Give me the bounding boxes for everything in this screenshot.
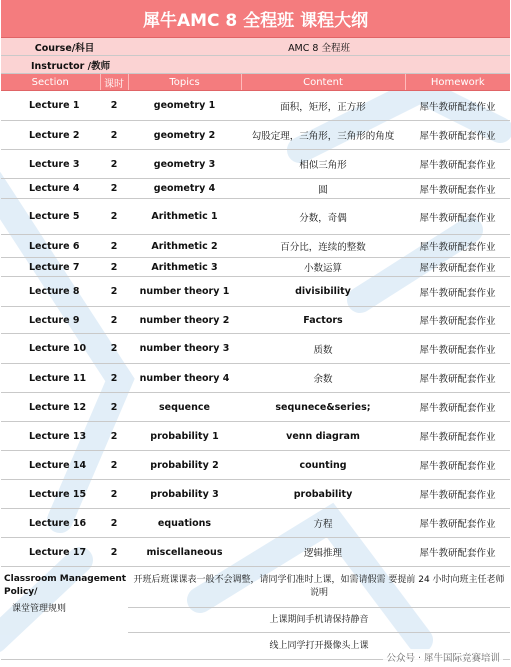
policy-label-en: Classroom Management Policy/	[4, 574, 127, 597]
lecture-topic: geometry 2	[128, 121, 241, 150]
title-row	[1, 0, 510, 38]
instructor-row	[1, 56, 510, 74]
lecture-homework: 犀牛教研配套作业	[405, 307, 510, 334]
lecture-hours: 2	[100, 307, 128, 334]
lecture-homework: 犀牛教研配套作业	[405, 199, 510, 235]
course-label: Course/科目	[1, 38, 128, 56]
lecture-topic: Arithmetic 3	[128, 258, 241, 277]
lecture-homework: 犀牛教研配套作业	[405, 91, 510, 121]
lecture-section: Lecture 17	[1, 538, 100, 567]
lecture-content: 小数运算	[241, 258, 405, 277]
lecture-homework: 犀牛教研配套作业	[405, 150, 510, 179]
lecture-topic: probability 2	[128, 451, 241, 480]
header-row	[1, 74, 510, 91]
instructor-label: Instructor /教师	[1, 56, 128, 74]
lecture-homework: 犀牛教研配套作业	[405, 480, 510, 509]
page-title: 犀牛AMC 8 全程班 课程大纲	[1, 0, 510, 38]
table-row	[1, 91, 510, 121]
table-row	[1, 393, 510, 422]
lecture-section: Lecture 12	[1, 393, 100, 422]
header-topics: Topics	[128, 74, 241, 91]
lecture-topic: number theory 3	[128, 334, 241, 364]
lecture-content: Factors	[241, 307, 405, 334]
lecture-section: Lecture 14	[1, 451, 100, 480]
lecture-homework: 犀牛教研配套作业	[405, 258, 510, 277]
table-row	[1, 509, 510, 538]
lecture-section: Lecture 1	[1, 91, 100, 121]
course-row	[1, 38, 510, 56]
lecture-topic: geometry 4	[128, 179, 241, 199]
lecture-content: probability	[241, 480, 405, 509]
lecture-topic: probability 3	[128, 480, 241, 509]
lecture-hours: 2	[100, 480, 128, 509]
lecture-section: Lecture 6	[1, 235, 100, 258]
lecture-section: Lecture 16	[1, 509, 100, 538]
lecture-section: Lecture 3	[1, 150, 100, 179]
lecture-hours: 2	[100, 235, 128, 258]
lecture-homework: 犀牛教研配套作业	[405, 277, 510, 307]
lecture-content: 方程	[241, 509, 405, 538]
table-row	[1, 480, 510, 509]
lecture-hours: 2	[100, 334, 128, 364]
lecture-homework: 犀牛教研配套作业	[405, 235, 510, 258]
table-row	[1, 277, 510, 307]
lecture-topic: Arithmetic 1	[128, 199, 241, 235]
lecture-hours: 2	[100, 91, 128, 121]
table-row	[1, 199, 510, 235]
lecture-section: Lecture 2	[1, 121, 100, 150]
header-section: Section	[1, 74, 100, 91]
lecture-homework: 犀牛教研配套作业	[405, 393, 510, 422]
lecture-homework: 犀牛教研配套作业	[405, 538, 510, 567]
lecture-section: Lecture 5	[1, 199, 100, 235]
course-value: AMC 8 全程班	[128, 38, 510, 56]
lecture-hours: 2	[100, 393, 128, 422]
table-row	[1, 422, 510, 451]
lecture-content: 圆	[241, 179, 405, 199]
table-row	[1, 258, 510, 277]
lecture-topic: geometry 1	[128, 91, 241, 121]
lecture-topic: geometry 3	[128, 150, 241, 179]
policy-label-cn: 课堂管理规则	[12, 604, 67, 614]
lecture-section: Lecture 13	[1, 422, 100, 451]
table-row	[1, 334, 510, 364]
lecture-hours: 2	[100, 121, 128, 150]
lecture-homework: 犀牛教研配套作业	[405, 179, 510, 199]
lecture-content: counting	[241, 451, 405, 480]
header-content: Content	[241, 74, 405, 91]
syllabus-table	[1, 0, 510, 660]
policy-item: 开班后班课课表一般不会调整，请同学们准时上课，如需请假需 要提前 24 小时向班主任老师说明	[128, 567, 510, 608]
policy-row	[1, 567, 510, 608]
policy-item: 线上同学打开摄像头上课	[128, 633, 510, 660]
lecture-homework: 犀牛教研配套作业	[405, 451, 510, 480]
lecture-section: Lecture 11	[1, 364, 100, 393]
lecture-content: 相似三角形	[241, 150, 405, 179]
table-row	[1, 121, 510, 150]
lecture-hours: 2	[100, 179, 128, 199]
lecture-hours: 2	[100, 422, 128, 451]
lecture-content: 面积，矩形，正方形	[241, 91, 405, 121]
lecture-homework: 犀牛教研配套作业	[405, 364, 510, 393]
lecture-content: 分数，奇偶	[241, 199, 405, 235]
lecture-hours: 2	[100, 509, 128, 538]
lecture-topic: number theory 4	[128, 364, 241, 393]
lecture-content: sequnece&series;	[241, 393, 405, 422]
lecture-section: Lecture 8	[1, 277, 100, 307]
lecture-topic: probability 1	[128, 422, 241, 451]
lecture-topic: Arithmetic 2	[128, 235, 241, 258]
lecture-content: 逻辑推理	[241, 538, 405, 567]
instructor-value	[128, 56, 510, 74]
lecture-hours: 2	[100, 451, 128, 480]
lecture-topic: equations	[128, 509, 241, 538]
lecture-section: Lecture 9	[1, 307, 100, 334]
lecture-homework: 犀牛教研配套作业	[405, 422, 510, 451]
table-row	[1, 364, 510, 393]
lecture-hours: 2	[100, 277, 128, 307]
lecture-content: 百分比，连续的整数	[241, 235, 405, 258]
table-row	[1, 235, 510, 258]
lecture-hours: 2	[100, 364, 128, 393]
lecture-content: 勾股定理，三角形，三角形的角度	[241, 121, 405, 150]
lecture-hours: 2	[100, 538, 128, 567]
lecture-homework: 犀牛教研配套作业	[405, 121, 510, 150]
lecture-topic: number theory 1	[128, 277, 241, 307]
lecture-hours: 2	[100, 258, 128, 277]
lecture-content: 余数	[241, 364, 405, 393]
table-row	[1, 451, 510, 480]
lecture-homework: 犀牛教研配套作业	[405, 509, 510, 538]
lecture-section: Lecture 4	[1, 179, 100, 199]
lecture-hours: 2	[100, 150, 128, 179]
lecture-section: Lecture 15	[1, 480, 100, 509]
lecture-content: 质数	[241, 334, 405, 364]
table-row	[1, 179, 510, 199]
footer-source: 公众号 · 犀牛国际竞赛培训	[383, 649, 503, 665]
lecture-topic: miscellaneous	[128, 538, 241, 567]
lecture-content: venn diagram	[241, 422, 405, 451]
lecture-section: Lecture 7	[1, 258, 100, 277]
lecture-list	[1, 91, 510, 567]
lecture-section: Lecture 10	[1, 334, 100, 364]
lecture-topic: number theory 2	[128, 307, 241, 334]
policy-label	[1, 567, 128, 660]
lecture-topic: sequence	[128, 393, 241, 422]
header-homework: Homework	[405, 74, 510, 91]
policy-item: 上课期间手机请保持静音	[128, 608, 510, 633]
lecture-hours: 2	[100, 199, 128, 235]
table-row	[1, 307, 510, 334]
table-row	[1, 538, 510, 567]
table-row	[1, 150, 510, 179]
lecture-content: divisibility	[241, 277, 405, 307]
lecture-homework: 犀牛教研配套作业	[405, 334, 510, 364]
header-hours: 课时	[100, 74, 128, 91]
